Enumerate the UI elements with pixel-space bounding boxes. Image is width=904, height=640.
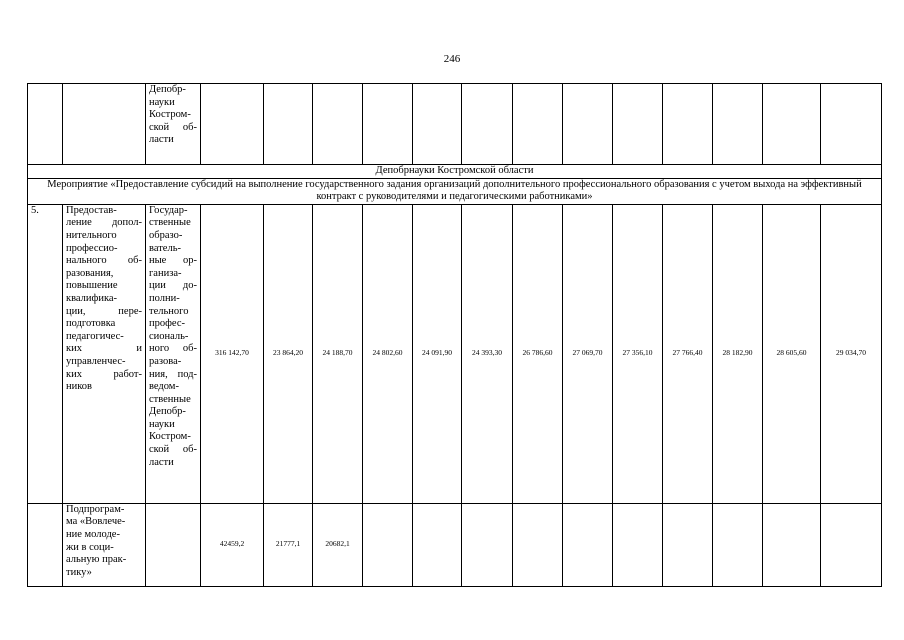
cell-executor: [146, 503, 201, 586]
value-cell: [462, 503, 513, 586]
cell-empty: [513, 84, 563, 165]
cell-text-line: науки: [149, 418, 175, 430]
cell-empty: [563, 84, 613, 165]
cell-empty: [462, 84, 513, 165]
cell-text-line: тику»: [66, 566, 92, 578]
value-cell: [763, 503, 821, 586]
measure-header: Мероприятие «Предоставление субсидий на выполнение государственного задания организаций дополнительного профессионального образования с учетом выхода на эффективный контракт с руководителями и педагогическими работниками»: [28, 178, 882, 204]
cell-empty: [663, 84, 713, 165]
table-row-continuation: [28, 84, 882, 165]
cell-empty: [821, 84, 882, 165]
cell-text-line: Подпрограм-: [66, 503, 125, 515]
cell-text-line: Предостав-: [66, 204, 117, 216]
cell-text-line: нального об-: [66, 255, 142, 267]
value-cell: [363, 503, 413, 586]
cell-text-line: ма «Вовлече-: [66, 516, 126, 528]
cell-text-line: ласти: [149, 134, 174, 146]
cell-text-line: ного об-: [149, 343, 197, 355]
cell-name: [63, 503, 146, 586]
value-cell: 28 182,90: [713, 204, 763, 503]
value-cell: [821, 503, 882, 586]
cell-text-line: альную прак-: [66, 554, 127, 566]
table-row-subprogram: [28, 503, 882, 586]
cell-number: [28, 84, 63, 165]
cell-text-line: ственные: [149, 217, 191, 229]
value-cell: [713, 503, 763, 586]
value-cell: [413, 503, 462, 586]
cell-text-line: жи в соци-: [66, 541, 114, 553]
cell-text-line: управленчес-: [66, 355, 126, 367]
value-cell: 24 091,90: [413, 204, 462, 503]
value-cell: 26 786,60: [513, 204, 563, 503]
cell-executor: [146, 204, 201, 503]
cell-text-line: тельного: [149, 305, 189, 317]
value-cell: [563, 503, 613, 586]
value-cell: 24 393,30: [462, 204, 513, 503]
value-cell: 23 864,20: [264, 204, 313, 503]
cell-text-line: полни-: [149, 292, 180, 304]
value-cell: 20682,1: [313, 503, 363, 586]
cell-number: [28, 503, 63, 586]
cell-text-line: ции до-: [149, 280, 197, 292]
cell-text-line: Депобр-: [149, 84, 186, 95]
cell-text-line: Депобр-: [149, 406, 186, 418]
cell-text-line: разова-: [149, 355, 182, 367]
cell-text-line: науки: [149, 96, 175, 108]
value-cell: 316 142,70: [201, 204, 264, 503]
cell-text-line: квалифика-: [66, 292, 118, 304]
value-cell: [663, 503, 713, 586]
cell-empty: [763, 84, 821, 165]
cell-text-line: ской об-: [149, 121, 197, 133]
cell-empty: [613, 84, 663, 165]
value-cell: 24 802,60: [363, 204, 413, 503]
cell-text-line: ственные: [149, 393, 191, 405]
cell-name: [63, 204, 146, 503]
table-row-item-5: [28, 204, 882, 503]
table-row-department: [28, 165, 882, 179]
cell-text-line: ния, под-: [149, 368, 197, 380]
cell-text-line: Костром-: [149, 109, 191, 121]
value-cell: [613, 503, 663, 586]
cell-text-line: ние молоде-: [66, 528, 120, 540]
cell-empty: [363, 84, 413, 165]
cell-empty: [201, 84, 264, 165]
cell-text-line: Государ-: [149, 204, 188, 216]
cell-text-line: ких работ-: [66, 368, 142, 380]
cell-text-line: ких и: [66, 343, 142, 355]
cell-text-line: ганиза-: [149, 267, 182, 279]
value-cell: 27 069,70: [563, 204, 613, 503]
cell-text-line: педагогичес-: [66, 330, 124, 342]
department-header: Депобрнауки Костромской области: [28, 165, 882, 179]
cell-text-line: Костром-: [149, 431, 191, 443]
cell-empty: [413, 84, 462, 165]
cell-text-line: разования,: [66, 267, 114, 279]
table-row-measure: [28, 178, 882, 204]
cell-empty: [713, 84, 763, 165]
value-cell: 21777,1: [264, 503, 313, 586]
cell-empty: [264, 84, 313, 165]
value-cell: 27 356,10: [613, 204, 663, 503]
cell-text-line: профессио-: [66, 242, 118, 254]
cell-text-line: нительного: [66, 229, 117, 241]
cell-executor: [146, 84, 201, 165]
cell-text-line: сиональ-: [149, 330, 189, 342]
cell-empty: [313, 84, 363, 165]
cell-text-line: ской об-: [149, 444, 197, 456]
value-cell: 27 766,40: [663, 204, 713, 503]
value-cell: 42459,2: [201, 503, 264, 586]
value-cell: 28 605,60: [763, 204, 821, 503]
cell-text-line: ватель-: [149, 242, 181, 254]
cell-text-line: подготовка: [66, 318, 116, 330]
cell-number: 5.: [28, 204, 63, 503]
cell-text-line: профес-: [149, 318, 186, 330]
value-cell: 24 188,70: [313, 204, 363, 503]
value-cell: [513, 503, 563, 586]
cell-name: [63, 84, 146, 165]
page-number: 246: [443, 53, 461, 65]
cell-text-line: ление допол-: [66, 217, 142, 229]
value-cell: 29 034,70: [821, 204, 882, 503]
cell-text-line: ведом-: [149, 381, 179, 393]
cell-text-line: повышение: [66, 280, 118, 292]
budget-table: [27, 83, 882, 587]
cell-text-line: образо-: [149, 229, 183, 241]
cell-text-line: ников: [66, 381, 93, 393]
cell-text-line: ные ор-: [149, 255, 197, 267]
cell-text-line: ласти: [149, 456, 174, 468]
cell-text-line: ции, пере-: [66, 305, 142, 317]
